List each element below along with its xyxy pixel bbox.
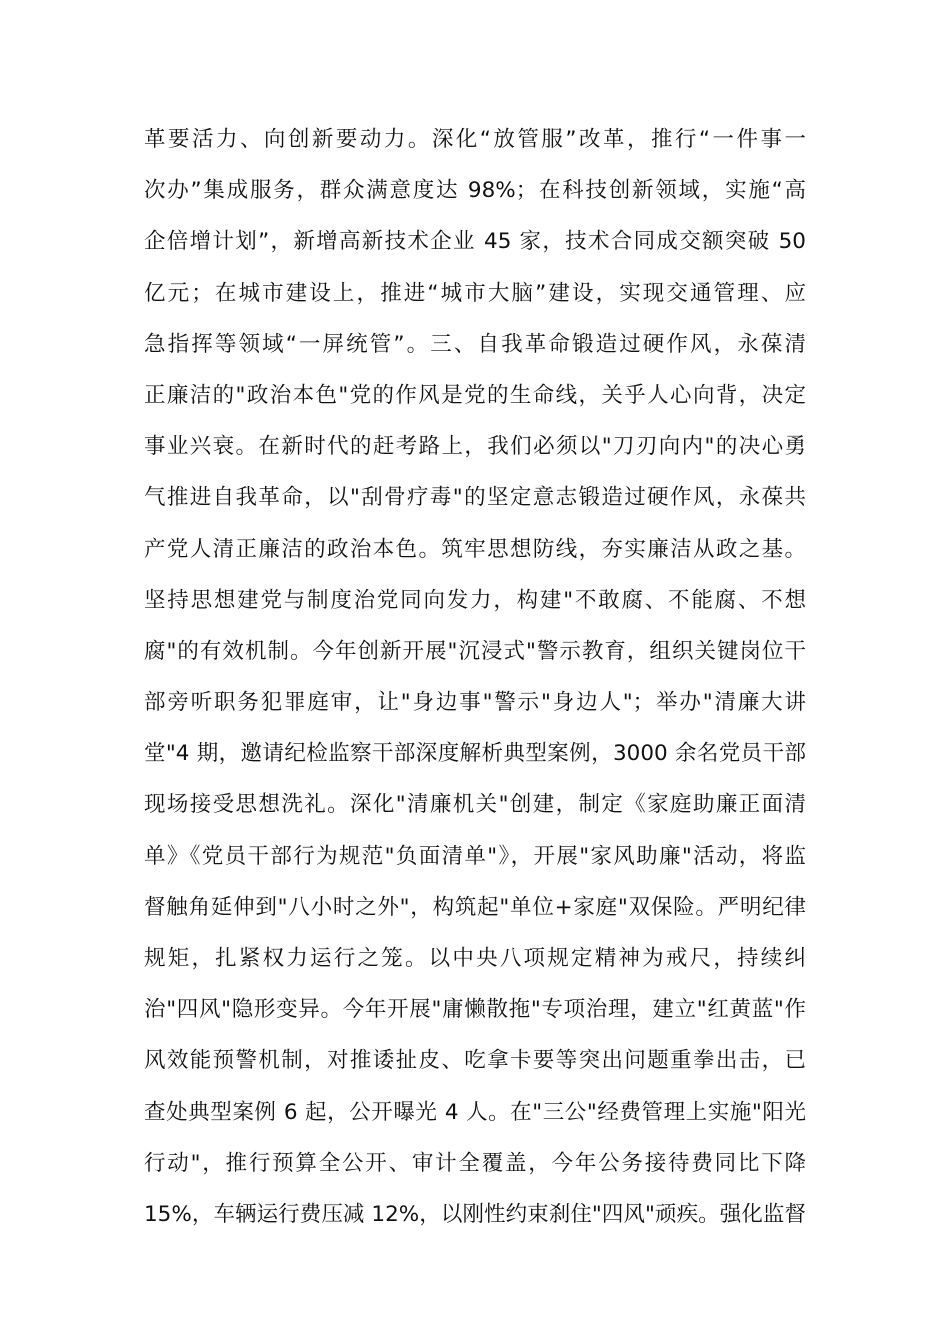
text-line: 单》《党员干部行为规范"负面清单"》，开展"家风助廉"活动，将监 xyxy=(144,843,806,869)
text-line: 腐"的有效机制。今年创新开展"沉浸式"警示教育，组织关键岗位干 xyxy=(144,638,806,664)
body-text xyxy=(144,114,806,1240)
text-line: 气推进自我革命，以"刮骨疗毒"的坚定意志锻造过硬作风，永葆共 xyxy=(144,485,806,511)
text-line: 急指挥等领域“一屏统管”。三、自我革命锻造过硬作风，永葆清 xyxy=(144,331,806,357)
text-line: 督触角延伸到"八小时之外"，构筑起"单位+家庭"双保险。严明纪律 xyxy=(144,894,806,920)
text-line: 部旁听职务犯罪庭审，让"身边事"警示"身边人"；举办"清廉大讲 xyxy=(144,690,806,716)
text-line: 现场接受思想洗礼。深化"清廉机关"创建，制定《家庭助廉正面清 xyxy=(144,792,806,818)
text-line: 查处典型案例 6 起，公开曝光 4 人。在"三公"经费管理上实施"阳光 xyxy=(144,1099,806,1125)
text-line: 15%，车辆运行费压减 12%，以刚性约束刹住"四风"顽疾。强化监督 xyxy=(144,1201,806,1227)
text-line: 治"四风"隐形变异。今年开展"庸懒散拖"专项治理，建立"红黄蓝"作 xyxy=(144,997,806,1023)
text-line: 革要活力、向创新要动力。深化“放管服”改革，推行“一件事一 xyxy=(144,127,806,152)
text-line: 正廉洁的"政治本色"党的作风是党的生命线，关乎人心向背，决定 xyxy=(144,382,806,408)
text-line: 规矩，扎紧权力运行之笼。以中央八项规定精神为戒尺，持续纠 xyxy=(144,946,806,971)
text-line: 亿元；在城市建设上，推进“城市大脑”建设，实现交通管理、应 xyxy=(144,280,806,306)
text-line: 坚持思想建党与制度治党同向发力，构建"不敢腐、不能腐、不想 xyxy=(144,587,806,613)
text-line: 企倍增计划”，新增高新技术企业 45 家，技术合同成交额突破 50 xyxy=(144,229,806,255)
text-line: 次办”集成服务，群众满意度达 98%；在科技创新领域，实施“高 xyxy=(144,178,806,204)
text-line: 行动"，推行预算全公开、审计全覆盖，今年公务接待费同比下降 xyxy=(144,1150,806,1176)
text-line: 堂"4 期，邀请纪检监察干部深度解析典型案例，3000 余名党员干部 xyxy=(144,741,806,767)
text-line: 产党人清正廉洁的政治本色。筑牢思想防线，夯实廉洁从政之基。 xyxy=(144,536,806,562)
text-line: 事业兴衰。在新时代的赶考路上，我们必须以"刀刃向内"的决心勇 xyxy=(144,434,806,460)
text-line: 风效能预警机制，对推诿扯皮、吃拿卡要等突出问题重拳出击，已 xyxy=(144,1048,806,1074)
